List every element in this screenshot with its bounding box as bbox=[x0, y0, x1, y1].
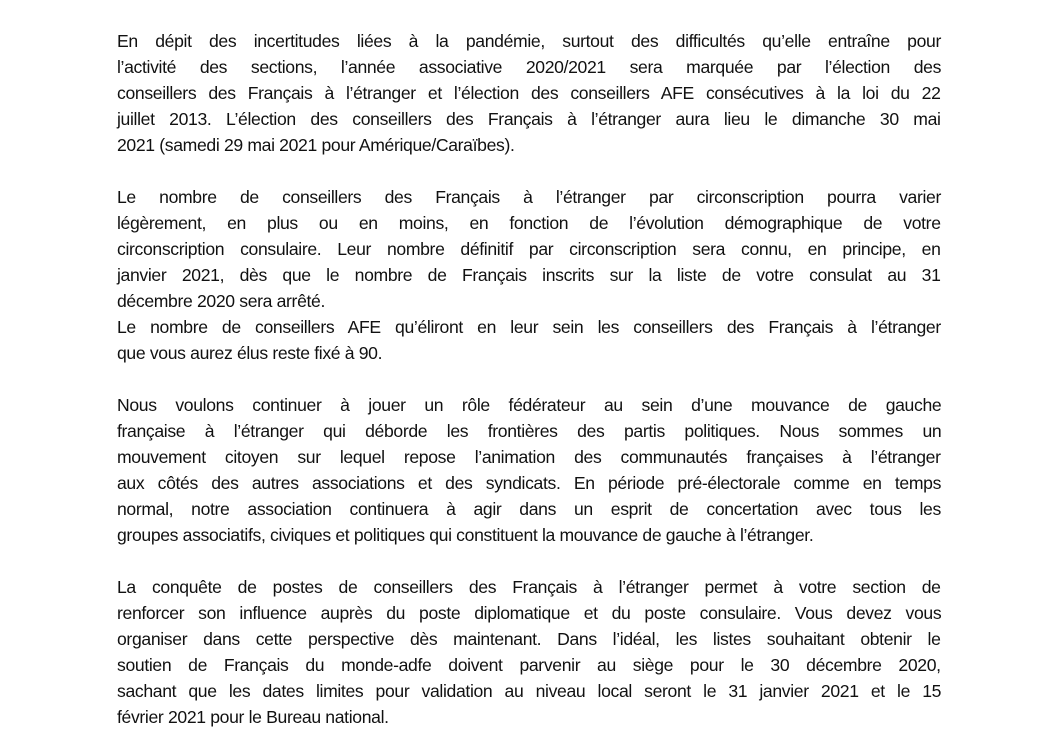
paragraph-election-overview bbox=[117, 28, 941, 158]
text-line: janvier 2021, dès que le nombre de Français inscrits sur la liste de votre consulat au 31 bbox=[117, 265, 941, 285]
document-page bbox=[117, 28, 941, 756]
text-line: février 2021 pour le Bureau national. bbox=[117, 707, 389, 727]
text-line: La conquête de postes de conseillers des Français à l’étranger permet à votre section de bbox=[117, 577, 941, 597]
text-line: renforcer son influence auprès du poste diplomatique et du poste consulaire. Vous devez vous bbox=[117, 603, 942, 623]
text-line: groupes associatifs, civiques et politiques qui constituent la mouvance de gauche à l’étranger. bbox=[117, 525, 814, 545]
text-line: organiser dans cette perspective dès maintenant. Dans l’idéal, les listes souhaitant obtenir le bbox=[117, 629, 941, 649]
text-line: mouvement citoyen sur lequel repose l’animation des communautés françaises à l’étranger bbox=[117, 447, 941, 467]
text-line: soutien de Français du monde-adfe doivent parvenir au siège pour le 30 décembre 2020, bbox=[117, 655, 941, 675]
text-line: Le nombre de conseillers des Français à l’étranger par circonscription pourra varier bbox=[117, 187, 941, 207]
text-line: sachant que les dates limites pour validation au niveau local seront le 31 janvier 2021 et le 15 bbox=[117, 681, 942, 701]
text-line: Le nombre de conseillers AFE qu’éliront en leur sein les conseillers des Français à l’étranger bbox=[117, 317, 941, 337]
text-line: Nous voulons continuer à jouer un rôle fédérateur au sein d’une mouvance de gauche bbox=[117, 395, 942, 415]
text-line: l’activité des sections, l’année associative 2020/2021 sera marquée par l’élection des bbox=[117, 57, 942, 77]
paragraph-conquest-deadlines bbox=[117, 574, 941, 730]
paragraph-afe-count bbox=[117, 314, 941, 366]
text-line: 2021 (samedi 29 mai 2021 pour Amérique/Caraïbes). bbox=[117, 135, 515, 155]
text-line: En dépit des incertitudes liées à la pandémie, surtout des difficultés qu’elle entraîne pour bbox=[117, 31, 941, 51]
text-line: française à l’étranger qui déborde les frontières des partis politiques. Nous sommes un bbox=[117, 421, 942, 441]
text-line: que vous aurez élus reste fixé à 90. bbox=[117, 343, 383, 363]
text-line: conseillers des Français à l’étranger et l’élection des conseillers AFE consécutives à la loi du 22 bbox=[117, 83, 941, 103]
text-line: aux côtés des autres associations et des syndicats. En période pré-électorale comme en temps bbox=[117, 473, 942, 493]
text-line: juillet 2013. L’élection des conseillers des Français à l’étranger aura lieu le dimanche 30 mai bbox=[117, 109, 941, 129]
text-line: légèrement, en plus ou en moins, en fonction de l’évolution démographique de votre bbox=[117, 213, 941, 233]
paragraph-councillor-count bbox=[117, 184, 941, 314]
text-line: décembre 2020 sera arrêté. bbox=[117, 291, 326, 311]
text-line: circonscription consulaire. Leur nombre définitif par circonscription sera connu, en principe, en bbox=[117, 239, 941, 259]
text-line: normal, notre association continuera à agir dans un esprit de concertation avec tous les bbox=[117, 499, 941, 519]
paragraph-federating-role bbox=[117, 392, 941, 548]
